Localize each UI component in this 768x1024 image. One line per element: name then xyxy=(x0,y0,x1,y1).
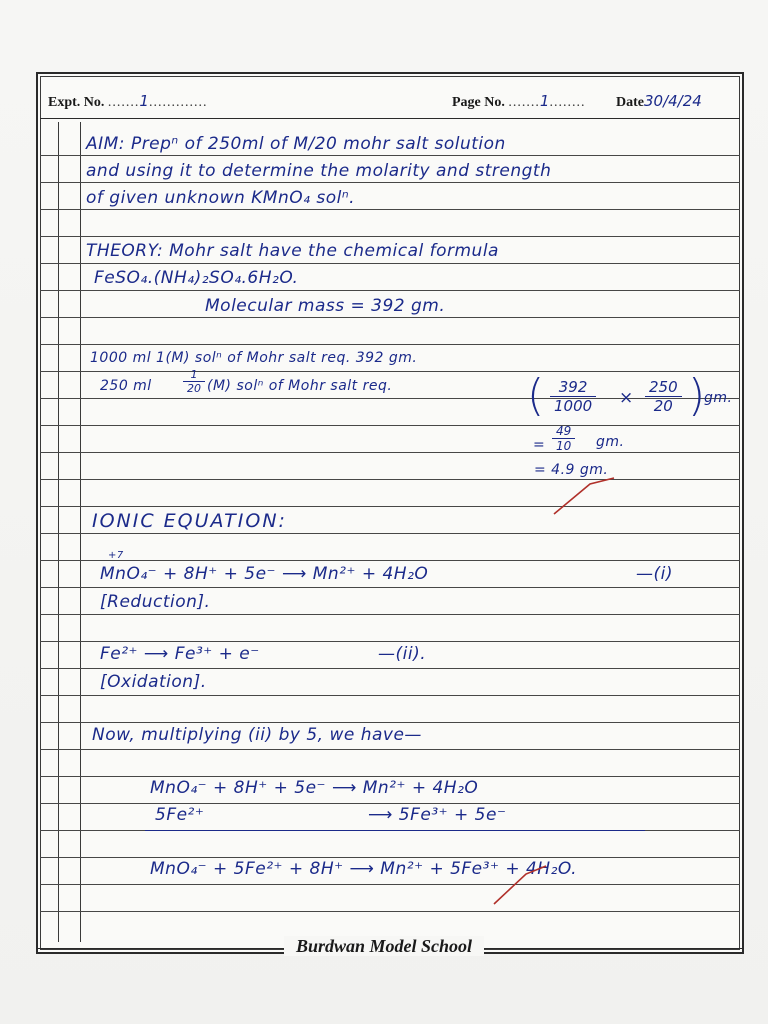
ruled-line xyxy=(40,506,740,507)
ruled-line xyxy=(40,371,740,372)
page-no-label: Page No. xyxy=(452,95,505,110)
ionic-eq-2-tag: —(ii). xyxy=(378,644,427,664)
ruled-line xyxy=(40,344,740,345)
theory-line-1: THEORY: Mohr salt have the chemical formula xyxy=(86,241,499,261)
ruled-line xyxy=(40,317,740,318)
aim-line-3: of given unknown KMnO₄ solⁿ. xyxy=(86,188,356,208)
calc-line-2-left: 250 ml xyxy=(100,378,152,394)
ruled-line xyxy=(40,803,740,804)
ruled-line xyxy=(40,533,740,534)
theory-molecular-mass: Molecular mass = 392 gm. xyxy=(205,296,446,316)
calc-step2-unit: gm. xyxy=(596,434,625,450)
fraction-denominator: 1000 xyxy=(554,397,593,415)
ruled-line xyxy=(40,479,740,480)
calc-fraction-250-20 xyxy=(645,378,682,415)
ruled-line xyxy=(40,452,740,453)
footer xyxy=(0,936,768,957)
header-divider xyxy=(40,118,740,119)
ruled-line xyxy=(40,155,740,156)
left-margin-line-inner xyxy=(80,122,81,942)
fraction-denominator: 20 xyxy=(653,397,673,415)
ruled-line xyxy=(40,776,740,777)
fraction-denominator: 10 xyxy=(556,439,572,453)
ruled-line xyxy=(40,425,740,426)
page-no-value: 1 xyxy=(539,92,550,110)
ruled-line xyxy=(40,911,740,912)
fraction-denominator: 20 xyxy=(187,382,201,395)
multiply-eq-b-right: ⟶ 5Fe³⁺ + 5e⁻ xyxy=(368,805,507,825)
ruled-line xyxy=(40,884,740,885)
multiply-eq-a: MnO₄⁻ + 8H⁺ + 5e⁻ ⟶ Mn²⁺ + 4H₂O xyxy=(150,778,479,798)
ruled-line xyxy=(40,290,740,291)
ruled-line xyxy=(40,749,740,750)
date-label: Date xyxy=(616,95,644,110)
check-mark-icon xyxy=(550,474,620,520)
ruled-line xyxy=(40,587,740,588)
calc-step2-equals: = xyxy=(533,437,546,453)
right-paren: ) xyxy=(688,370,706,421)
ruled-line xyxy=(40,614,740,615)
theory-formula: FeSO₄.(NH₄)₂SO₄.6H₂O. xyxy=(94,268,299,288)
left-margin-line xyxy=(58,122,59,942)
ruled-line xyxy=(40,722,740,723)
date-field xyxy=(616,92,702,111)
calc-unit: gm. xyxy=(704,390,733,406)
expt-no-label: Expt. No. xyxy=(48,95,105,110)
calc-line-1: 1000 ml 1(M) solⁿ of Mohr salt req. 392 gm. xyxy=(90,350,418,366)
aim-line-2: and using it to determine the molarity and strength xyxy=(86,161,552,181)
ruled-line xyxy=(40,236,740,237)
ruled-line xyxy=(40,263,740,264)
ionic-eq-1: MnO₄⁻ + 8H⁺ + 5e⁻ ⟶ Mn²⁺ + 4H₂O xyxy=(100,564,429,584)
ruled-line xyxy=(40,695,740,696)
date-value: 30/4/24 xyxy=(644,92,702,110)
calc-fraction-49-10 xyxy=(552,424,575,453)
ruled-line xyxy=(40,209,740,210)
calc-fraction-392-1000 xyxy=(550,378,596,415)
fraction-numerator: 250 xyxy=(645,378,682,397)
calc-one-twentieth xyxy=(183,368,205,395)
ruled-line xyxy=(40,182,740,183)
ionic-eq-1-label: [Reduction]. xyxy=(100,592,211,612)
ionic-eq-2: Fe²⁺ ⟶ Fe³⁺ + e⁻ xyxy=(100,644,260,664)
expt-no-value: 1 xyxy=(139,92,149,110)
fraction-numerator: 1 xyxy=(183,368,205,382)
ionic-eq-2-label: [Oxidation]. xyxy=(100,672,207,692)
multiply-line: Now, multiplying (ii) by 5, we have— xyxy=(92,725,422,745)
ruled-line xyxy=(40,668,740,669)
expt-no-field: Expt. No. .......1............. xyxy=(48,92,208,110)
aim-line-1: AIM: Prepⁿ of 250ml of M/20 mohr salt solution xyxy=(86,134,506,154)
calc-line-2-mid: (M) solⁿ of Mohr salt req. xyxy=(207,378,393,394)
final-net-equation: MnO₄⁻ + 5Fe²⁺ + 8H⁺ ⟶ Mn²⁺ + 5Fe³⁺ + 4H₂O. xyxy=(150,859,577,879)
ruled-line xyxy=(40,641,740,642)
ionic-heading: IONIC EQUATION: xyxy=(92,510,287,532)
ruled-line xyxy=(40,560,740,561)
fraction-numerator: 392 xyxy=(550,378,596,397)
ruled-line xyxy=(40,398,740,399)
fraction-numerator: 49 xyxy=(552,424,575,439)
oxidation-state: +7 xyxy=(108,550,124,561)
ionic-eq-1-tag: —(i) xyxy=(636,564,673,584)
left-paren: ( xyxy=(527,370,545,421)
page-no-field: Page No. .......1........ xyxy=(452,92,586,110)
multiply-eq-b-left: 5Fe²⁺ xyxy=(155,805,205,825)
multiply-sign: × xyxy=(619,388,634,408)
sum-separator-line xyxy=(145,830,645,831)
calc-result: = 4.9 gm. xyxy=(534,462,609,478)
check-mark-icon xyxy=(490,862,550,910)
school-name: Burdwan Model School xyxy=(284,936,484,956)
ruled-line xyxy=(40,857,740,858)
